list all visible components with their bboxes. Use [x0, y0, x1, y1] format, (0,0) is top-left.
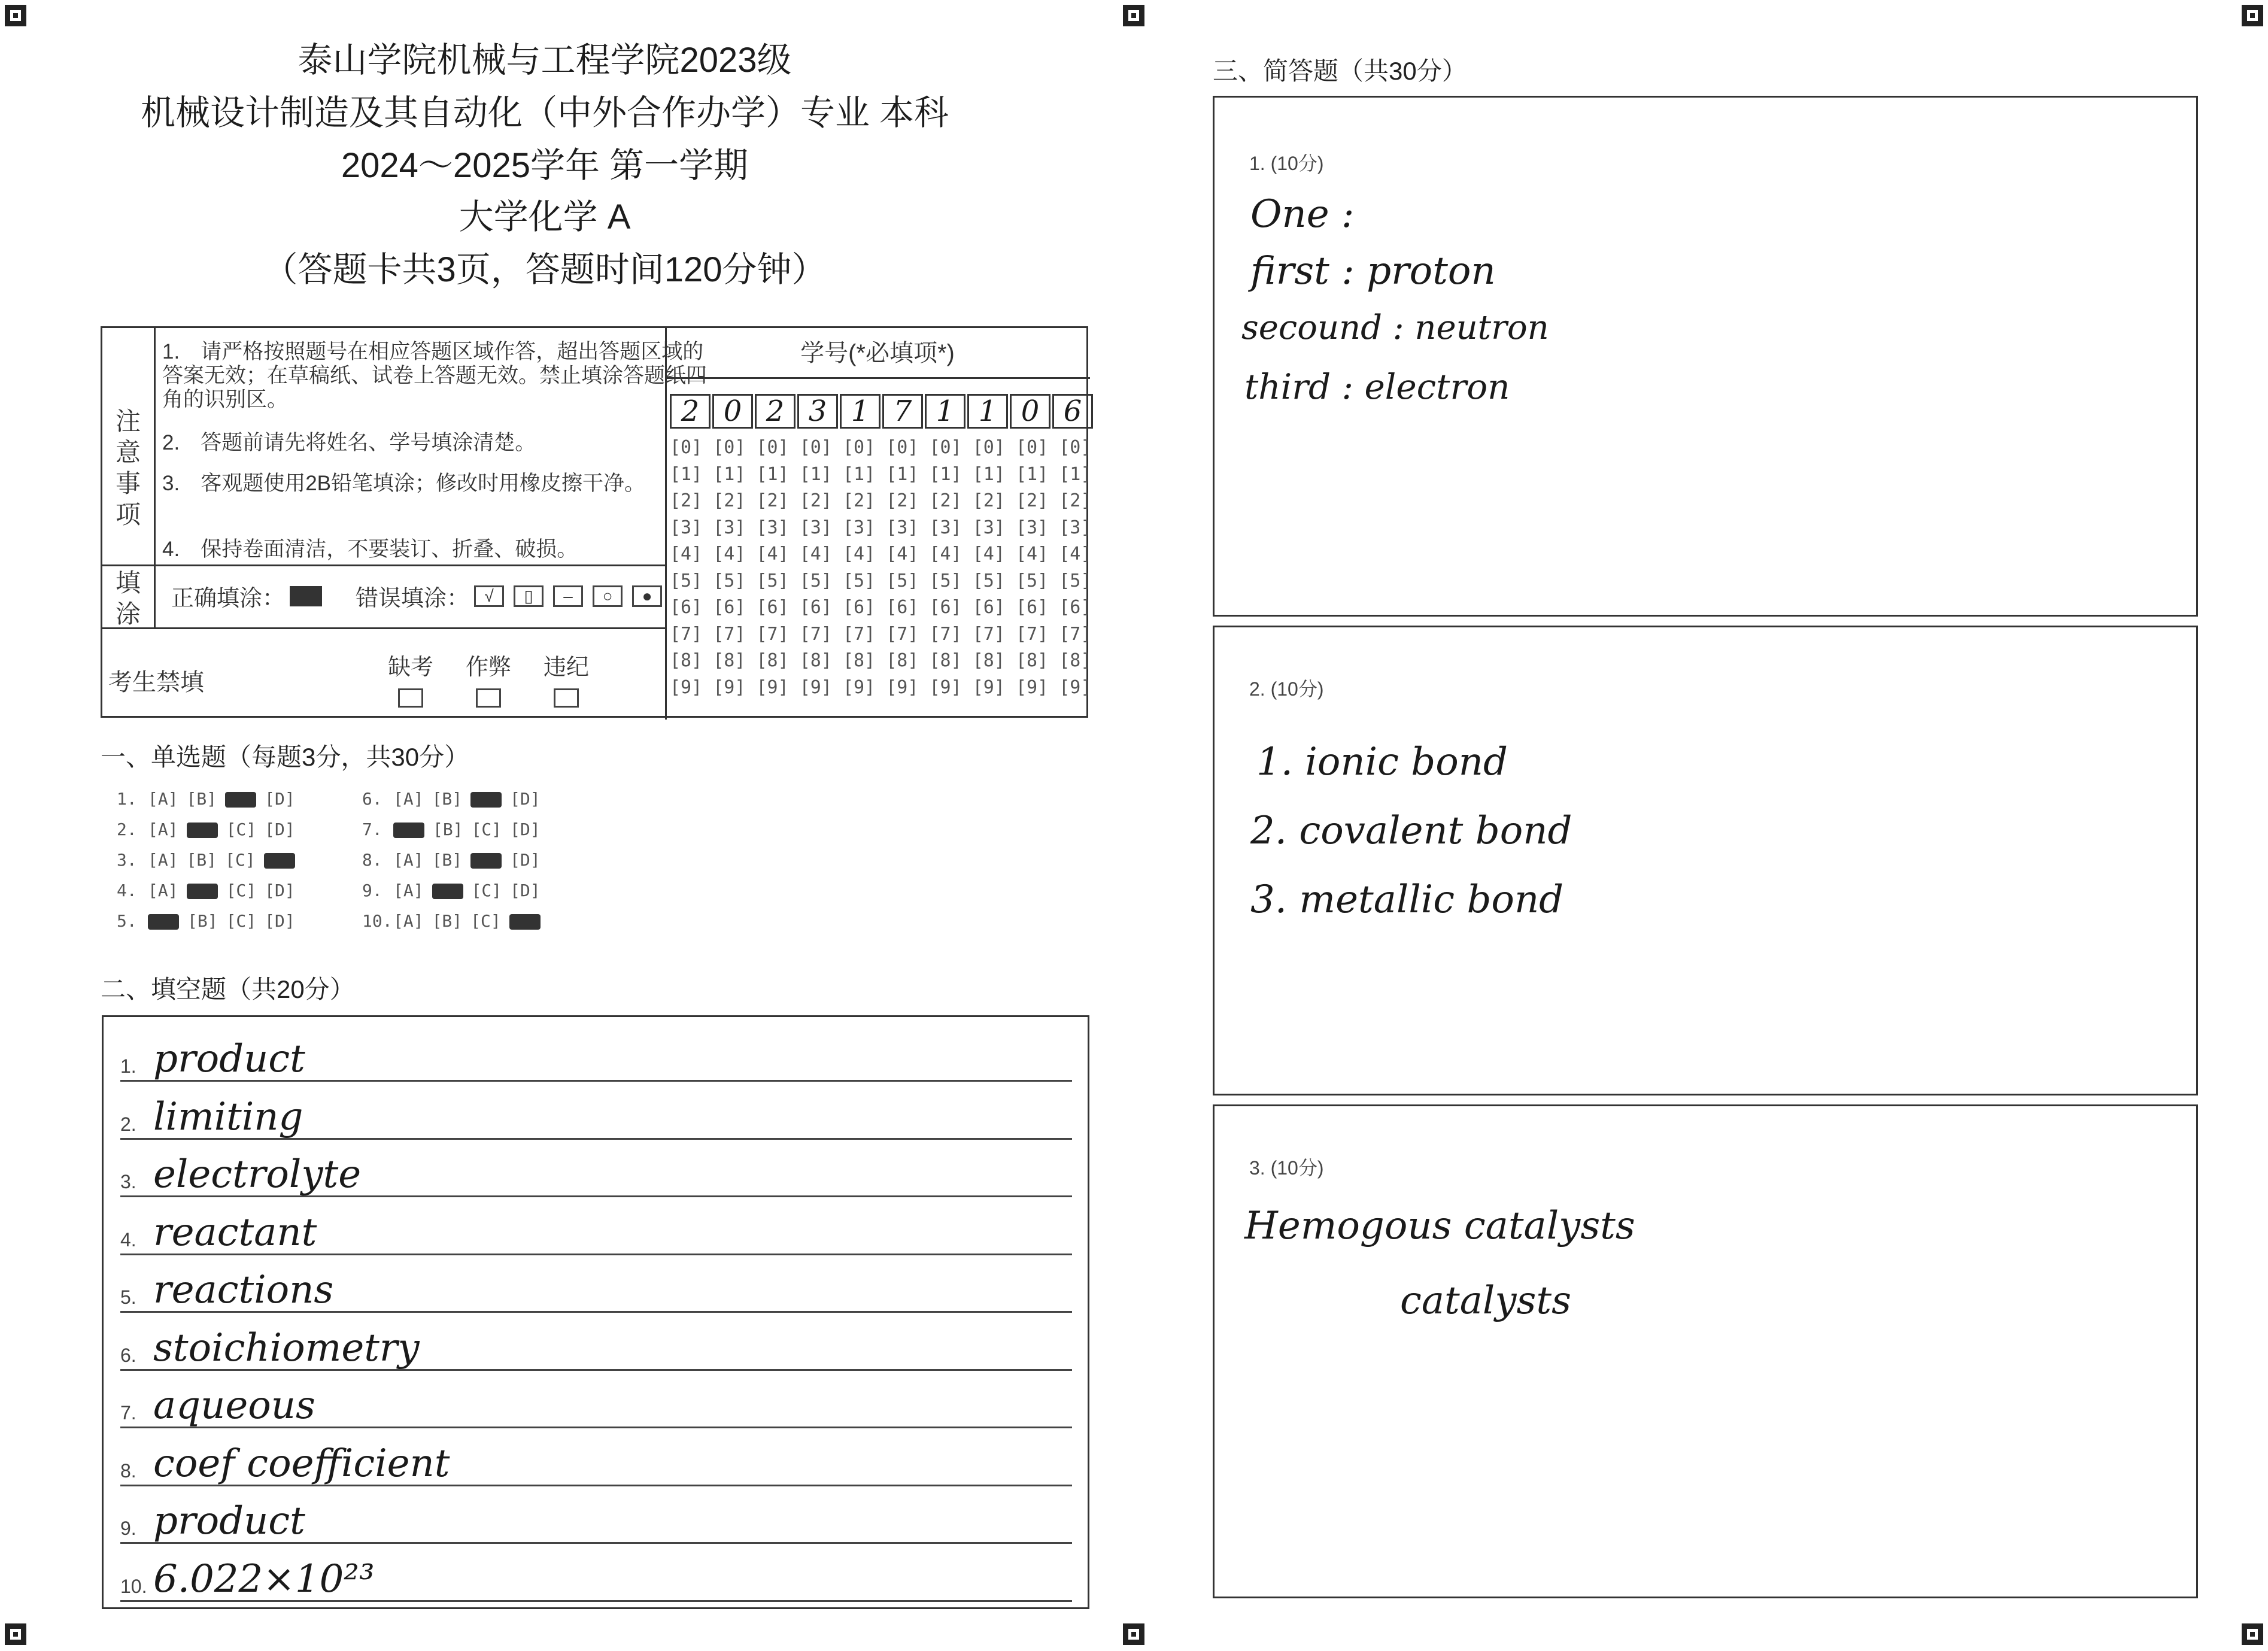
mc-question-number: 6. — [362, 789, 382, 809]
fill-answer-text: product — [153, 1037, 305, 1081]
mc-question-row[interactable] — [362, 789, 549, 809]
q3-answer-line: Hemogous catalysts — [1244, 1204, 1635, 1248]
student-id-digit[interactable]: 1 — [967, 394, 1008, 429]
notice-label: 注意事项 — [115, 407, 141, 529]
q2-label: 2. (10分) — [1249, 678, 1324, 700]
fill-answer-number: 10. — [120, 1575, 147, 1597]
mc-option-bubble[interactable]: [D] — [265, 789, 295, 809]
fill-answer-number: 5. — [120, 1286, 136, 1308]
forbid-violation[interactable]: 违纪 — [530, 648, 602, 708]
student-id-digit[interactable]: 0 — [712, 394, 753, 429]
fill-answer-text: coef coefficient — [153, 1441, 450, 1486]
alignment-mark-bottom-right — [2242, 1623, 2263, 1645]
mc-option-bubble[interactable]: [C] — [226, 820, 257, 839]
mc-filled-bubble[interactable] — [264, 853, 295, 869]
short-answer-box-3[interactable] — [1213, 1104, 2198, 1598]
alignment-mark-top-left — [5, 5, 26, 26]
mc-question-row[interactable] — [117, 881, 303, 900]
mc-option-bubble[interactable]: [C] — [226, 911, 257, 931]
notice-item-1: 1. 请严格按照题号在相应答题区域作答，超出答题区域的答案无效；在草稿纸、试卷上答题无效。禁止填涂答题纸四角的识别区。 — [162, 340, 708, 411]
mc-option-bubble[interactable]: [A] — [393, 850, 424, 870]
fill-answer-text: limiting — [153, 1094, 303, 1139]
mc-filled-bubble[interactable] — [432, 884, 463, 899]
student-id-digit[interactable]: 2 — [755, 394, 796, 429]
mc-question-number: 1. — [117, 789, 137, 809]
student-id-digit[interactable]: 6 — [1052, 394, 1093, 429]
q3-label: 3. (10分) — [1249, 1157, 1324, 1179]
fill-example-row — [171, 579, 667, 612]
mc-question-row[interactable] — [117, 789, 303, 809]
fill-answer-line[interactable] — [120, 1199, 1072, 1255]
mc-question-number: 5. — [117, 911, 137, 931]
notice-item-2: 2. 答题前请先将姓名、学号填涂清楚。 — [162, 431, 536, 454]
mc-question-row[interactable] — [117, 911, 303, 931]
mc-filled-bubble[interactable] — [470, 792, 502, 808]
fill-answer-number: 4. — [120, 1228, 136, 1251]
student-id-cells — [670, 394, 1095, 429]
q1-label: 1. (10分) — [1249, 153, 1324, 174]
wrong-fill-sample-4: ○ — [593, 585, 623, 607]
alignment-mark-bottom-left — [5, 1623, 26, 1645]
fill-answer-text: reactant — [153, 1210, 317, 1255]
mc-question-row[interactable] — [117, 850, 303, 870]
mc-option-bubble[interactable]: [B] — [187, 911, 218, 931]
mc-option-bubble[interactable]: [A] — [148, 881, 178, 900]
q1-answer-line: secound : neutron — [1241, 308, 1549, 347]
fill-answer-number: 7. — [120, 1402, 136, 1424]
fill-answer-line[interactable] — [120, 1084, 1072, 1140]
student-id-digit[interactable]: 1 — [840, 394, 881, 429]
mc-option-bubble[interactable]: [B] — [432, 850, 463, 870]
alignment-mark-top-center — [1123, 5, 1144, 26]
fill-answer-text: stoichiometry — [153, 1325, 420, 1370]
section1-title: 一、单选题（每题3分，共30分） — [101, 743, 470, 771]
fill-in-answer-box — [102, 1015, 1089, 1609]
fill-answer-number: 8. — [120, 1459, 136, 1482]
major-title: 机械设计制造及其自动化（中外合作办学）专业 本科 — [140, 93, 949, 132]
q2-answer-line: 3. metallic bond — [1250, 878, 1564, 922]
mc-option-bubble[interactable]: [D] — [510, 850, 541, 870]
fill-answer-number: 6. — [120, 1344, 136, 1366]
section2-title: 二、填空题（共20分） — [101, 975, 355, 1003]
mc-question-row[interactable] — [362, 881, 549, 900]
mc-option-bubble[interactable]: [D] — [510, 881, 541, 900]
student-id-digit[interactable]: 0 — [1010, 394, 1050, 429]
fill-answer-number: 1. — [120, 1055, 136, 1077]
mc-filled-bubble[interactable] — [509, 914, 541, 930]
mc-question-number: 4. — [117, 881, 137, 900]
mc-option-bubble[interactable]: [C] — [226, 881, 257, 900]
fill-answer-line[interactable] — [120, 1430, 1072, 1486]
q1-answer-line: third : electron — [1244, 366, 1510, 407]
exam-info: （答题卡共3页，答题时间120分钟） — [263, 250, 827, 289]
wrong-fill-sample-3: – — [553, 585, 583, 607]
mc-question-row[interactable] — [362, 820, 549, 839]
mc-option-bubble[interactable]: [A] — [393, 881, 424, 900]
mc-option-bubble[interactable]: [D] — [265, 911, 295, 931]
fill-answer-text: reactions — [153, 1268, 334, 1312]
fill-answer-number: 3. — [120, 1171, 136, 1192]
notice-item-3: 3. 客观题使用2B铅笔填涂；修改时用橡皮擦干净。 — [162, 472, 646, 495]
mc-option-bubble[interactable]: [C] — [225, 850, 256, 870]
mc-question-row[interactable] — [117, 820, 303, 839]
student-id-digit[interactable]: 3 — [797, 394, 838, 429]
fill-answer-text: aqueous — [153, 1383, 315, 1428]
mc-option-bubble[interactable]: [B] — [433, 820, 463, 839]
alignment-mark-top-right — [2242, 5, 2263, 26]
student-id-title: 学号(*必填项*) — [800, 340, 955, 366]
wrong-fill-sample-2: ▯ — [514, 585, 544, 607]
notice-panel — [101, 326, 1092, 718]
mc-option-bubble[interactable]: [B] — [432, 789, 463, 809]
section3-title: 三、简答题（共30分） — [1213, 57, 1467, 85]
mc-filled-bubble[interactable] — [470, 853, 502, 869]
forbid-cheat[interactable]: 作弊 — [453, 648, 524, 708]
wrong-fill-sample-1: √ — [474, 585, 504, 607]
q2-answer-line: 2. covalent bond — [1250, 809, 1572, 853]
fill-label: 填涂 — [115, 569, 141, 628]
mc-option-bubble[interactable]: [D] — [265, 881, 295, 900]
student-id-digit[interactable]: 2 — [670, 394, 711, 429]
mc-question-number: 9. — [362, 881, 382, 900]
mc-option-bubble[interactable]: [B] — [186, 850, 217, 870]
mc-question-number: 10. — [362, 911, 393, 931]
fill-answer-line[interactable] — [120, 1546, 1072, 1602]
student-id-digit[interactable]: 7 — [882, 394, 923, 429]
forbid-label: 考生禁填 — [108, 669, 204, 696]
mc-option-bubble[interactable]: [C] — [470, 911, 501, 931]
mc-filled-bubble[interactable] — [187, 884, 218, 899]
mc-option-bubble[interactable]: [C] — [471, 820, 502, 839]
mc-option-bubble[interactable]: [D] — [510, 789, 541, 809]
mc-question-number: 2. — [117, 820, 137, 839]
fill-answer-line[interactable] — [120, 1315, 1072, 1371]
fill-answer-line[interactable] — [120, 1141, 1072, 1197]
fill-answer-text: product — [153, 1499, 305, 1543]
fill-answer-text: electrolyte — [153, 1152, 362, 1197]
school-title: 泰山学院机械与工程学院2023级 — [297, 41, 792, 80]
fill-answer-line[interactable] — [120, 1025, 1072, 1082]
mc-option-bubble[interactable]: [B] — [186, 789, 217, 809]
mc-filled-bubble[interactable] — [148, 914, 179, 930]
mc-option-bubble[interactable]: [A] — [148, 850, 178, 870]
course-title: 大学化学 A — [459, 198, 631, 236]
wrong-fill-sample-5: ● — [632, 585, 662, 607]
mc-option-bubble[interactable]: [A] — [148, 789, 178, 809]
mc-option-bubble[interactable]: [A] — [148, 820, 178, 839]
fill-answer-line[interactable] — [120, 1257, 1072, 1313]
mc-option-bubble[interactable]: [D] — [265, 820, 295, 839]
notice-item-4: 4. 保持卷面清洁，不要装订、折叠、破损。 — [162, 538, 578, 561]
mc-question-number: 7. — [362, 820, 382, 839]
mc-question-row[interactable] — [362, 911, 549, 931]
mc-option-bubble[interactable]: [D] — [510, 820, 541, 839]
mc-question-number: 3. — [117, 850, 137, 870]
alignment-mark-bottom-center — [1123, 1623, 1144, 1645]
mc-filled-bubble[interactable] — [393, 823, 424, 838]
q3-answer-line: catalysts — [1400, 1279, 1571, 1323]
mc-option-bubble[interactable]: [A] — [393, 911, 424, 931]
correct-fill-sample — [290, 586, 322, 606]
correct-fill-label: 正确填涂： — [171, 586, 286, 611]
q1-answer-line: One : — [1250, 192, 1355, 236]
student-id-digit[interactable]: 1 — [925, 394, 966, 429]
student-id-bubble-grid[interactable]: [0] [0] [0] [0] [0] [0] [0] [0] [0] [0] [1] [1] [1] [1] [1] [1] [1] [1] [1] [1] [2] [2] [2] [2] [2] [2] [2] [2] [2] [2] [3] [3] [3] [3] [3] [3] [3] [3] [3] [3] [4] [4] [4] [4] [4] [4] [4] [4] [4] [4] [5] [5] [5] [5] [5] [5] [5] [5] [5] [5] [6] [6] [6] [6] [6] [6] [6] [6] [6] [6] [7] [7] [7] [7] [7] [7] [7] [7] [7] [7] [8] [8] [8] [8] [8] [8] [8] [8] [8] [8] [9] [9] [9] [9] [9] [9] [9] [9] [9] [9] — [670, 437, 1092, 698]
fill-answer-line[interactable] — [120, 1372, 1072, 1428]
forbid-absent-checkbox[interactable] — [398, 688, 423, 708]
fill-answer-number: 2. — [120, 1113, 136, 1135]
forbid-cheat-checkbox[interactable] — [476, 688, 501, 708]
fill-answer-text: 6.022×10²³ — [153, 1556, 375, 1601]
mc-question-row[interactable] — [362, 850, 549, 870]
forbid-violation-checkbox[interactable] — [554, 688, 579, 708]
q2-answer-line: 1. ionic bond — [1256, 740, 1508, 784]
mc-option-bubble[interactable]: [C] — [471, 881, 502, 900]
mc-question-number: 8. — [362, 850, 382, 870]
fill-answer-number: 9. — [120, 1518, 136, 1539]
forbid-absent[interactable]: 缺考 — [375, 648, 447, 708]
short-answer-box-2[interactable] — [1213, 626, 2198, 1095]
q1-answer-line: first : proton — [1250, 249, 1496, 293]
mc-option-bubble[interactable]: [B] — [432, 911, 463, 931]
fill-answer-line[interactable] — [120, 1488, 1072, 1544]
term-title: 2024～2025学年 第一学期 — [341, 146, 749, 185]
mc-option-bubble[interactable]: [A] — [393, 789, 424, 809]
short-answer-box-1[interactable] — [1213, 96, 2198, 617]
mc-filled-bubble[interactable] — [225, 792, 256, 808]
wrong-fill-label: 错误填涂： — [356, 586, 470, 611]
mc-filled-bubble[interactable] — [187, 823, 218, 838]
